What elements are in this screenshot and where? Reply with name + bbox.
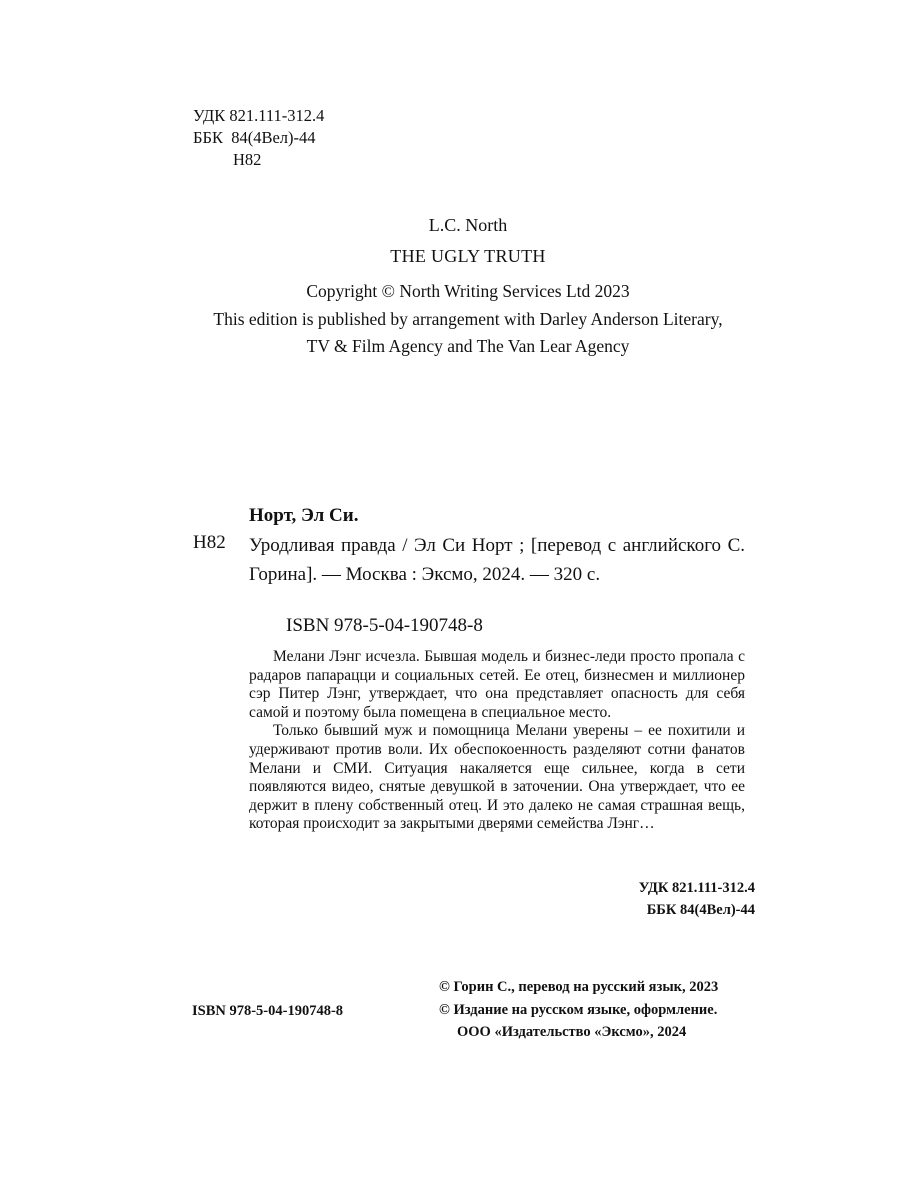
original-author: L.C. North bbox=[428, 215, 508, 235]
edition-copyright-line-2: ООО «Издательство «Эксмо», 2024 bbox=[457, 1024, 687, 1040]
rights-line-2: TV & Film Agency and The Van Lear Agency bbox=[306, 336, 630, 356]
classification-codes-top bbox=[193, 105, 324, 171]
author-mark: Н82 bbox=[233, 150, 262, 169]
annotation-paragraph: Только бывший муж и помощница Мелани уверены – ее похитили и удерживают против воли. Их обеспокоенность разделяют сотни фанатов Мелани и СМИ. Ситуация накаляется еще сильнее, когда в сети появляются видео, снятые девушкой в заточении. Она утверждает, что ее держит в плену собственный отец. И это далеко не самая страшная вещь, которая происходит за закрытыми дверями семейства Лэнг… bbox=[249, 722, 745, 833]
record-author: Норт, Эл Си. bbox=[249, 505, 359, 526]
imprint-copyrights bbox=[439, 976, 718, 1044]
bbk-code: ББК 84(4Вел)-44 bbox=[193, 128, 316, 147]
udk-code-bottom: УДК 821.111-312.4 bbox=[638, 880, 755, 896]
udk-code: УДК 821.111-312.4 bbox=[193, 106, 325, 125]
record-isbn: ISBN 978-5-04-190748-8 bbox=[286, 615, 483, 636]
bbk-code-bottom: ББК 84(4Вел)-44 bbox=[646, 902, 755, 918]
annotation bbox=[249, 648, 745, 834]
original-copyright: Copyright © North Writing Services Ltd 2023 bbox=[306, 281, 630, 301]
classification-codes-bottom bbox=[520, 877, 755, 921]
translation-copyright: © Горин С., перевод на русский язык, 2023 bbox=[439, 979, 719, 995]
rights-line-1: This edition is published by arrangement with Darley Anderson Literary, bbox=[213, 308, 723, 329]
record-author-mark: Н82 bbox=[193, 532, 226, 553]
record-description: Уродливая правда / Эл Си Норт ; [перевод с английского С. Горина]. — Москва : Эксмо, 2024. — 320 с. bbox=[249, 535, 745, 585]
annotation-paragraph: Мелани Лэнг исчезла. Бывшая модель и бизнес-леди просто пропала с радаров папарацци и социальных сетей. Ее отец, бизнесмен и миллионер сэр Питер Лэнг, утверждает, что она представляет опасность для себя самой и поэтому была помещена в специальное место. bbox=[249, 648, 745, 721]
edition-copyright-line-1: © Издание на русском языке, оформление. bbox=[439, 1001, 718, 1018]
original-title: THE UGLY TRUTH bbox=[390, 246, 546, 266]
imprint-isbn: ISBN 978-5-04-190748-8 bbox=[192, 1003, 344, 1019]
rights-block bbox=[0, 278, 900, 361]
